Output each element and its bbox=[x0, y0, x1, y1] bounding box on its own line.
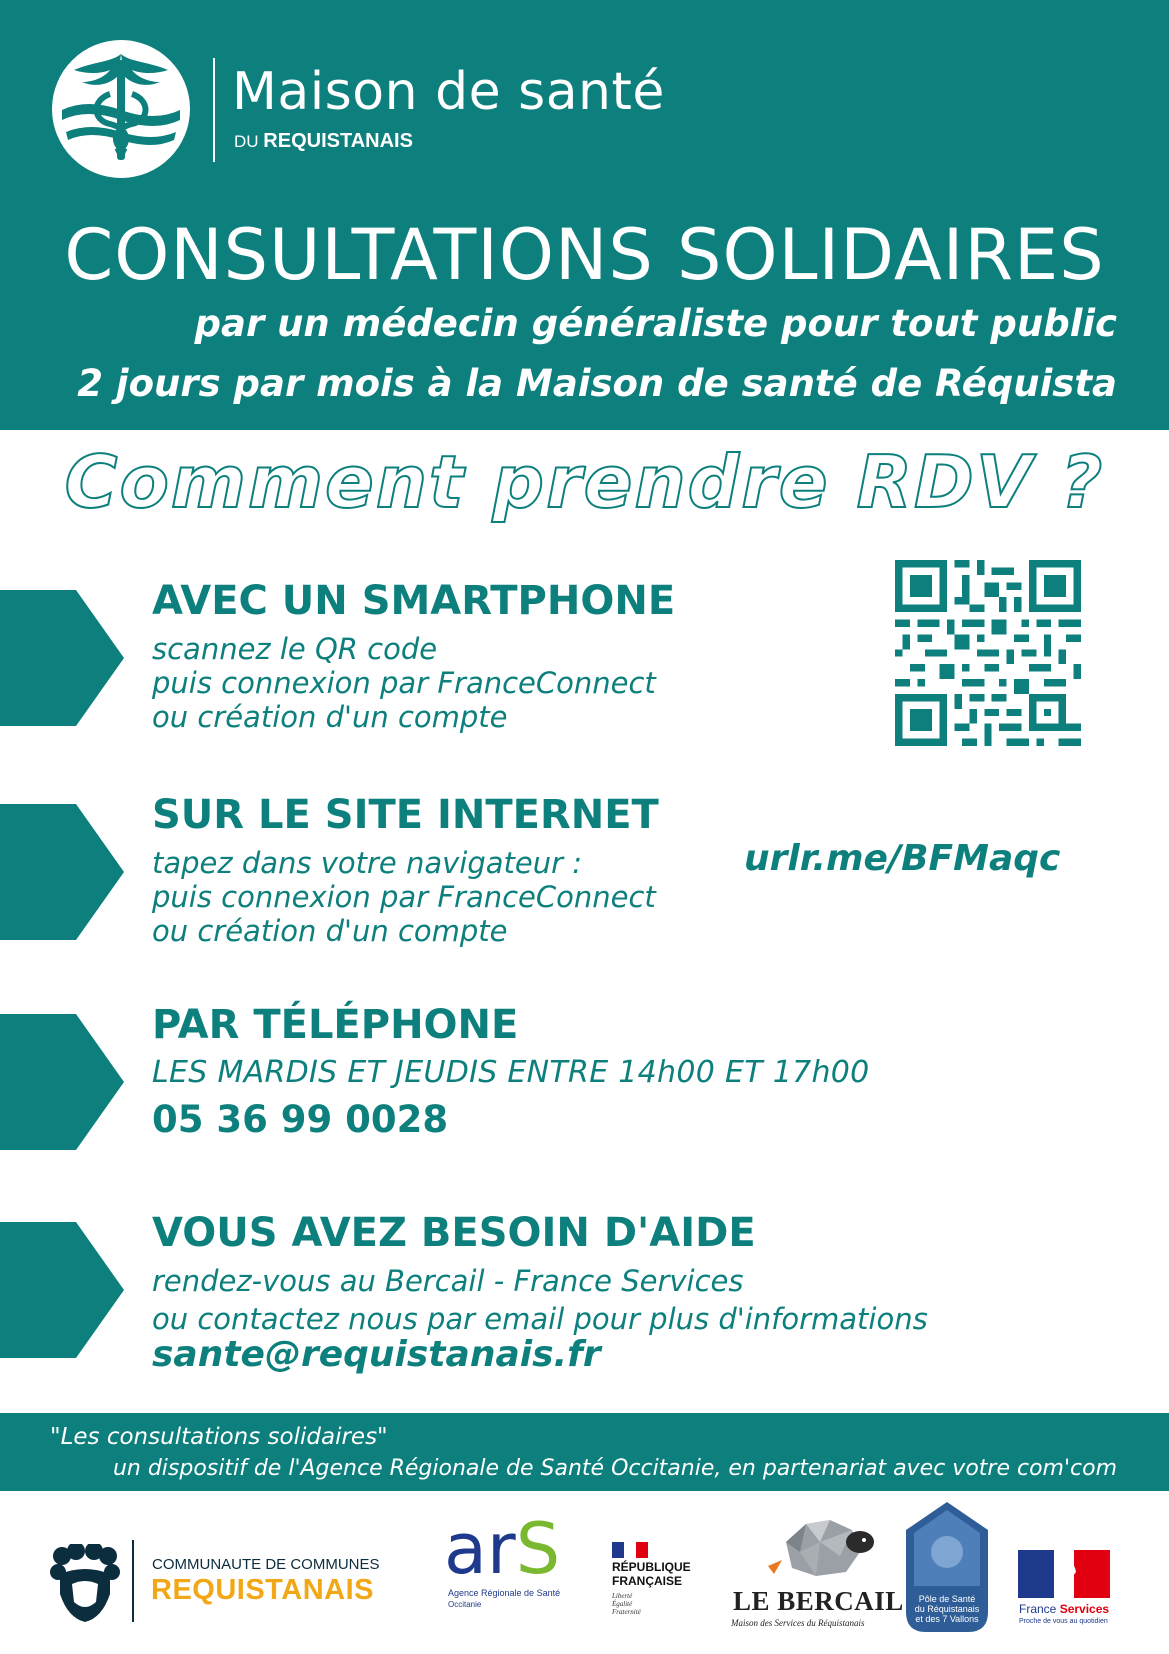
marianne-icon bbox=[612, 1542, 648, 1558]
cc-divider bbox=[132, 1540, 134, 1622]
section-smartphone-line: ou création d'un compte bbox=[152, 700, 508, 734]
section-phone-hours: LES MARDIS ET JEUDIS ENTRE 14h00 ET 17h00 bbox=[152, 1055, 870, 1090]
cc-name-line2: REQUISTANAIS bbox=[151, 1574, 374, 1606]
rf-line: FRANÇAISE bbox=[612, 1574, 683, 1588]
ars-word-a: ar bbox=[444, 1508, 516, 1590]
subtitle-line-1: par un médecin généraliste pour tout public bbox=[194, 302, 1117, 345]
section-arrow-icon bbox=[0, 1014, 124, 1150]
sheep-logo-icon bbox=[50, 1544, 120, 1624]
section-smartphone-line: scannez le QR code bbox=[152, 632, 438, 666]
section-internet-line: ou création d'un compte bbox=[152, 914, 508, 948]
ars-region: Occitanie bbox=[448, 1600, 482, 1609]
subtitle-line-2: 2 jours par mois à la Maison de santé de Réquista bbox=[77, 362, 1117, 405]
fs-word: Services bbox=[1059, 1602, 1110, 1616]
brand-sub-name: REQUISTANAIS bbox=[263, 130, 413, 152]
section-smartphone-line: puis connexion par FranceConnect bbox=[152, 666, 656, 700]
footer-quote: "Les consultations solidaires" bbox=[50, 1424, 388, 1450]
pole-line: et des 7 Vallons bbox=[915, 1614, 979, 1624]
qr-code-icon[interactable] bbox=[895, 560, 1081, 746]
section-internet-title: SUR LE SITE INTERNET bbox=[152, 792, 659, 838]
pole-sante-text bbox=[904, 1594, 990, 1624]
republique-francaise bbox=[612, 1560, 691, 1588]
pole-line: du Réquistanais bbox=[914, 1604, 980, 1614]
booking-url-link[interactable]: urlr.me/BFMaqc bbox=[744, 838, 1061, 879]
section-arrow-icon bbox=[0, 590, 124, 726]
rf-motto-line: Liberté bbox=[612, 1592, 633, 1600]
brand-title: Maison de santé bbox=[232, 62, 665, 122]
brand-sub-prefix: DU bbox=[234, 132, 259, 151]
france-services-name bbox=[1019, 1602, 1109, 1616]
contact-email-link[interactable]: sante@requistanais.fr bbox=[152, 1334, 601, 1375]
rf-motto-line: Fraternité bbox=[612, 1608, 641, 1616]
pole-line: Pôle de Santé bbox=[918, 1594, 976, 1604]
section-arrow-icon bbox=[0, 1222, 124, 1358]
section-phone-title: PAR TÉLÉPHONE bbox=[152, 1002, 519, 1048]
section-arrow-icon bbox=[0, 804, 124, 940]
bercail-sheep-icon bbox=[760, 1512, 878, 1584]
section-help-line: rendez-vous au Bercail - France Services bbox=[152, 1264, 744, 1298]
france-services-marianne-icon bbox=[1018, 1550, 1110, 1598]
rf-line: RÉPUBLIQUE bbox=[612, 1560, 691, 1574]
brand-subtitle bbox=[234, 130, 413, 153]
rdv-heading: Comment prendre RDV ? bbox=[64, 440, 1105, 524]
bercail-name: LE BERCAIL bbox=[733, 1586, 904, 1616]
fs-word: France bbox=[1019, 1602, 1057, 1616]
footer-description: un dispositif de l'Agence Régionale de Santé Occitanie, en partenariat avec votre com'com bbox=[112, 1456, 1117, 1481]
logo-divider bbox=[213, 58, 215, 162]
section-internet-line: puis connexion par FranceConnect bbox=[152, 880, 656, 914]
section-help-line: ou contactez nous par email pour plus d'informations bbox=[152, 1302, 928, 1336]
rf-motto bbox=[612, 1592, 641, 1616]
ars-word-s: S bbox=[515, 1508, 561, 1590]
section-internet-line: tapez dans votre navigateur : bbox=[152, 846, 583, 880]
phone-number[interactable]: 05 36 99 0028 bbox=[152, 1098, 449, 1141]
ars-subtitle: Agence Régionale de Santé bbox=[448, 1588, 561, 1598]
france-services-tagline: Proche de vous au quotidien bbox=[1019, 1618, 1108, 1625]
section-smartphone-title: AVEC UN SMARTPHONE bbox=[152, 578, 676, 624]
cc-name-line1: COMMUNAUTE DE COMMUNES bbox=[152, 1556, 380, 1573]
section-help-title: VOUS AVEZ BESOIN D'AIDE bbox=[152, 1210, 756, 1256]
bercail-subtitle: Maison des Services du Réquistanais bbox=[731, 1618, 865, 1628]
caduceus-logo-icon bbox=[52, 40, 190, 178]
main-title: CONSULTATIONS SOLIDAIRES bbox=[64, 214, 1105, 296]
partner-logos bbox=[0, 1500, 1169, 1654]
rf-motto-line: Égalité bbox=[612, 1600, 633, 1608]
ars-wordmark bbox=[444, 1508, 561, 1590]
